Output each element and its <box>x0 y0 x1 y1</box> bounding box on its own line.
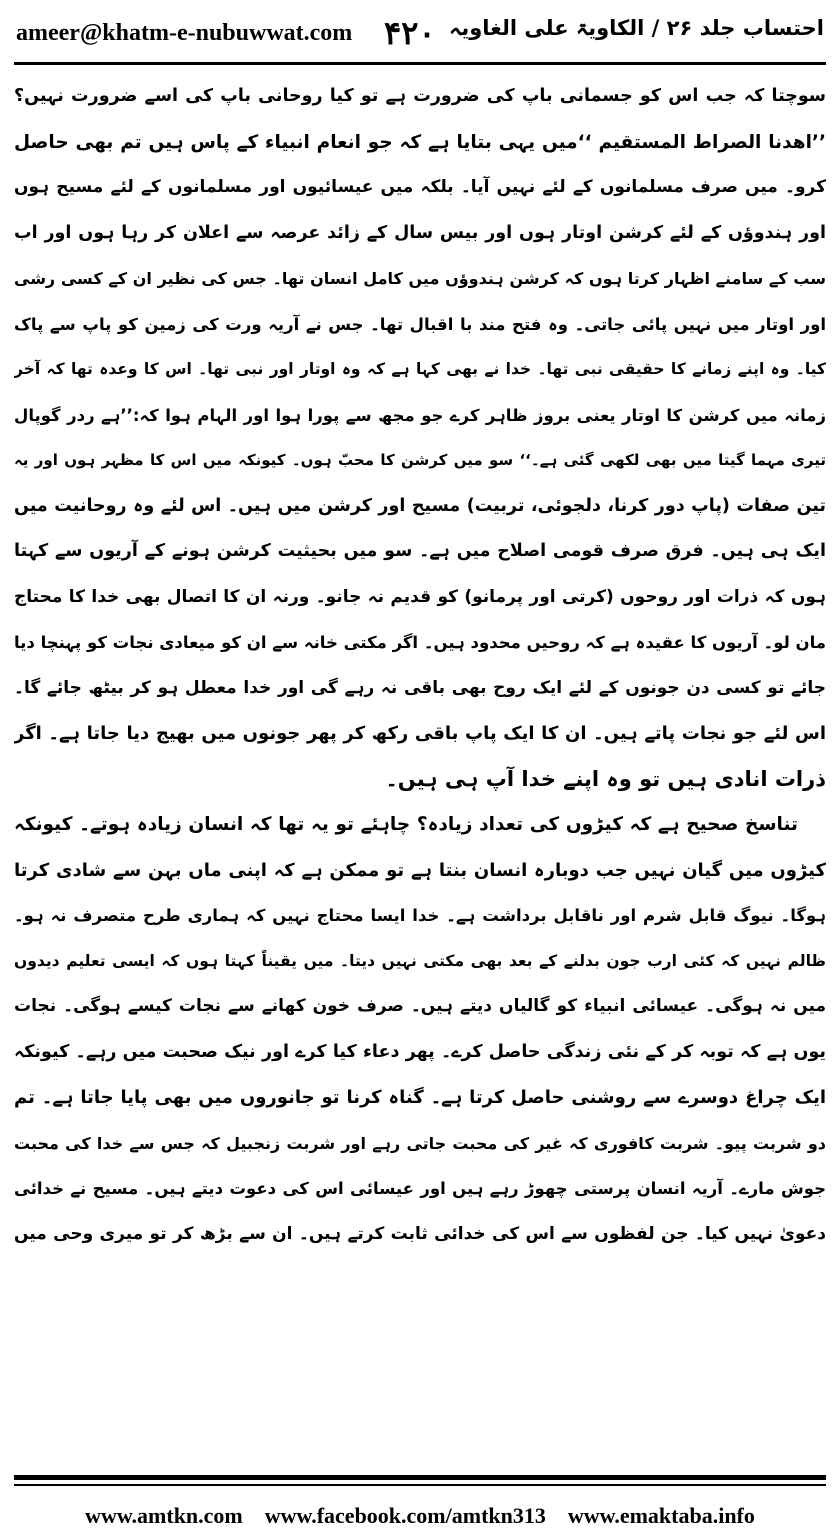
book-title: احتساب جلد ۲۶ / الکاویۃ علی الغاویہ <box>449 16 824 40</box>
text-line: کیڑوں میں گیان نہیں جب دوبارہ انسان بنتا ہے تو ممکن ہے کہ اپنی ماں بہن سے شادی کرتا <box>14 859 826 881</box>
text-line: اور ہندوؤں کے لئے کرشن اوتار ہوں اور بیس سال کے زائد عرصہ سے اعلان کر رہا ہوں اور اب <box>14 222 826 243</box>
page-header <box>0 0 840 62</box>
text-line: ذرات انادی ہیں تو وہ اپنے خدا آپ ہی ہیں۔ <box>385 766 826 791</box>
text-line: میں نہ ہوگی۔ عیسائی انبیاء کو گالیاں دیتے ہیں۔ صرف خون کھانے سے نجات کیسے ہوگی۔ نجات <box>14 996 826 1016</box>
text-line: ہوں کہ ذرات اور روحوں (کرتی اور پرمانو) کو قدیم نہ جانو۔ ورنہ ان کا اتصال بھی خدا کا محتاج <box>14 586 826 607</box>
text-line: کیا۔ وہ اپنے زمانے کا حقیقی نبی تھا۔ خدا نے بھی کہا ہے کہ وہ اوتار اور نبی تھا۔ اس کا وعدہ تھا کہ آخر <box>14 360 826 378</box>
page-footer <box>0 1492 840 1540</box>
text-line: تناسخ صحیح ہے کہ کیڑوں کی تعداد زیادہ؟ چاہئے تو یہ تھا کہ انسان زیادہ ہوتے۔ کیونکہ <box>14 814 798 835</box>
text-line: ہوگا۔ نیوگ قابل شرم اور ناقابل برداشت ہے۔ خدا ایسا محتاج نہیں کہ ہماری طرح متصرف نہ ہو۔ <box>14 906 826 925</box>
text-line: کرو۔ میں صرف مسلمانوں کے لئے نہیں آیا۔ بلکہ میں عیسائیوں اور مسلمانوں کے لئے مسیح ہوں <box>14 177 826 197</box>
text-line: جائے تو کسی دن جونوں کے لئے ایک روح بھی باقی نہ رہے گی اور خدا معطل ہو کر بیٹھ جائے گا۔ <box>14 677 826 698</box>
text-line: ایک چراغ دوسرے سے روشنی حاصل کرتا ہے۔ گناہ کرنا تو جانوروں میں بھی پایا جاتا ہے۔ تم <box>14 1087 826 1108</box>
text-line: ایک ہی ہیں۔ فرق صرف قومی اصلاح میں ہے۔ سو میں بحیثیت کرشن ہونے کے آریوں سے کہتا <box>14 541 826 561</box>
text-line: دو شربت پیو۔ شربت کافوری کہ غیر کی محبت جاتی رہے اور شربت زنجبیل کہ جس سے خدا کی محبت <box>14 1133 826 1153</box>
text-line: اور اوتار میں نہیں پائی جاتی۔ وہ فتح مند با اقبال تھا۔ جس نے آریہ ورت کی زمین کو پاپ سے پاک <box>14 314 826 334</box>
text-line: اس لئے جو نجات پاتے ہیں۔ ان کا ایک پاپ باقی رکھ کر پھر جونوں میں بھیج دیا جاتا ہے۔ اگر <box>14 723 826 744</box>
footer-link-facebook[interactable]: www.facebook.com/amtkn313 <box>264 1503 546 1528</box>
text-line: ’’اھدنا الصراط المستقیم ‘‘میں یہی بتایا ہے کہ جو انعام انبیاء کے پاس ہیں تم بھی حاصل <box>14 131 826 153</box>
page-number: ۴۲۰ <box>384 15 436 51</box>
text-line: مان لو۔ آریوں کا عقیدہ ہے کہ روحیں محدود ہیں۔ اگر مکتی خانہ سے ان کو میعادی نجات کو پہنچا دیا <box>14 633 826 652</box>
text-line: ظالم نہیں کہ کئی ارب جون بدلنے کے بعد بھی مکتی نہیں دیتا۔ میں یقیناً کہتا ہوں کہ ایسی تعلیم دیدوں <box>14 951 826 970</box>
page-body <box>14 74 826 1257</box>
header-divider <box>14 62 826 65</box>
footer-link-amtkn[interactable]: www.amtkn.com <box>85 1503 243 1528</box>
header-email[interactable]: ameer@khatm-e-nubuwwat.com <box>16 20 353 46</box>
text-line: دعویٰ نہیں کیا۔ جن لفظوں سے اس کی خدائی ثابت کرتے ہیں۔ ان سے بڑھ کر تو میری وحی میں <box>14 1223 826 1244</box>
text-line: تین صفات (پاپ دور کرنا، دلجوئی، تربیت) مسیح اور کرشن میں ہیں۔ اس لئے وہ روحانیت میں <box>14 495 826 516</box>
text-line: زمانہ میں کرشن کا اوتار یعنی بروز ظاہر کرے جو مجھ سے پورا ہوا اور الہام ہوا کہ:’’ہے ردر گوپال <box>14 405 826 425</box>
text-line: سب کے سامنے اظہار کرتا ہوں کہ کرشن ہندوؤں میں کامل انسان تھا۔ جس کی نظیر ان کے کسی رشی <box>14 269 826 288</box>
text-line: یوں ہے کہ توبہ کر کے نئی زندگی حاصل کرے۔ پھر دعاء کیا کرے اور نیک صحبت میں رہے۔ کیونکہ <box>14 1041 826 1062</box>
text-line: سوچتا کہ جب اس کو جسمانی باپ کی ضرورت ہے تو کیا روحانی باپ کی اسے ضرورت نہیں؟ <box>14 86 826 106</box>
text-line: جوش مارے۔ آریہ انسان پرستی چھوڑ رہے ہیں اور عیسائی اس کی دعوت دیتے ہیں۔ مسیح نے خدائی <box>14 1179 826 1198</box>
text-line: تیری مہما گیتا میں بھی لکھی گئی ہے۔‘‘ سو میں کرشن کا محبّ ہوں۔ کیونکہ میں اس کا مظہر ہوں اور یہ <box>14 451 826 469</box>
footer-divider-thin <box>14 1484 826 1486</box>
footer-link-emaktaba[interactable]: www.emaktaba.info <box>567 1503 755 1528</box>
footer-divider-thick <box>14 1475 826 1480</box>
